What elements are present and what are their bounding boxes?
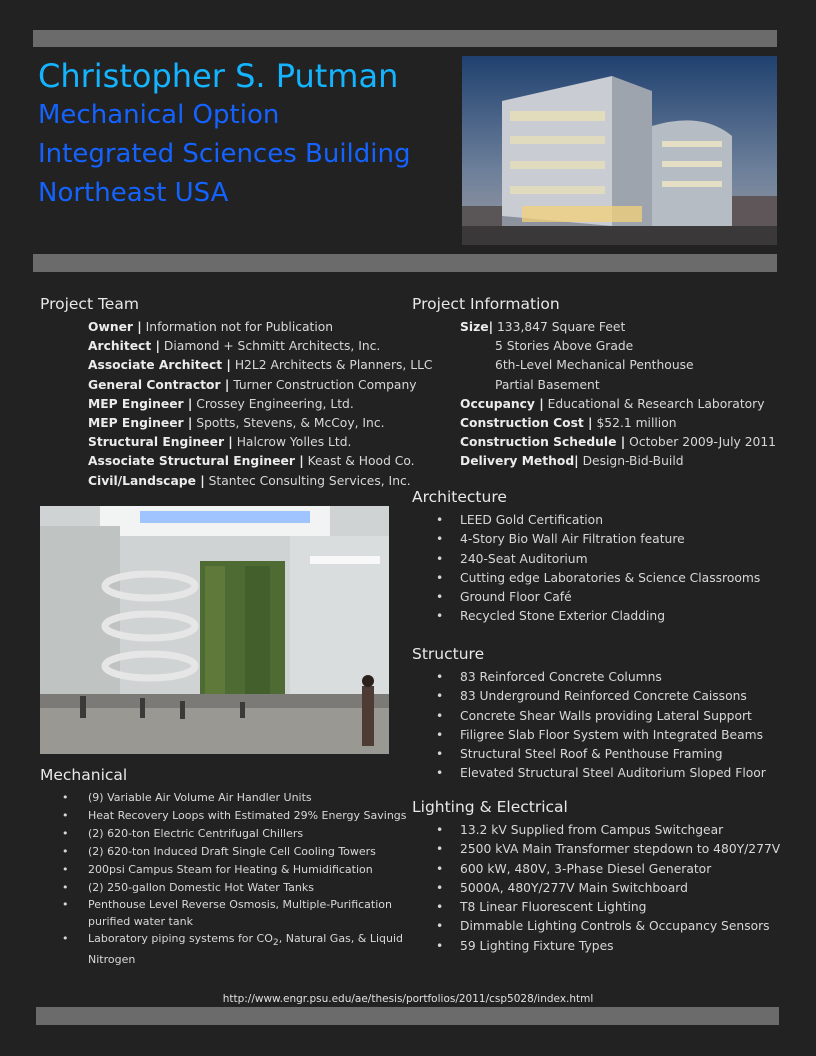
structure-item: • 83 Underground Reinforced Concrete Caissons [412,687,766,706]
team-role: Civil/Landscape | [88,473,205,488]
structure-section [412,644,766,784]
team-role: General Contractor | [88,377,230,392]
header [38,56,411,213]
mechanical-item: • Penthouse Level Reverse Osmosis, Multiple-Purification purified water tank [40,897,410,930]
architecture-item: • Recycled Stone Exterior Cladding [412,607,760,626]
info-entry [460,395,776,414]
team-role: MEP Engineer | [88,416,193,431]
structure-item: • Elevated Structural Steel Auditorium Sloped Floor [412,764,766,783]
size-label: Size| [460,320,494,334]
team-role: Structural Engineer | [88,435,233,450]
size-entry [460,318,776,337]
mechanical-item: • (9) Variable Air Volume Air Handler Units [40,789,410,807]
info-label: Delivery Method| [460,454,579,469]
info-value: October 2009-July 2011 [625,435,776,450]
building-line: Integrated Sciences Building [38,139,411,169]
team-entry [88,337,433,356]
info-label: Occupancy | [460,396,544,411]
info-label: Construction Schedule | [460,435,626,450]
mechanical-item: • (2) 620-ton Electric Centrifugal Chillers [40,825,410,843]
info-label: Construction Cost | [460,416,593,431]
team-value: Stantec Consulting Services, Inc. [204,473,411,488]
architecture-item: • 4-Story Bio Wall Air Filtration feature [412,530,760,549]
info-value: Design-Bid-Build [578,454,684,469]
architecture-item: • Cutting edge Laboratories & Science Classrooms [412,569,760,588]
info-entry [460,414,776,433]
team-entry [88,452,433,471]
team-entry [88,356,433,375]
bottom-divider-bar [36,1007,779,1025]
structure-item: • Concrete Shear Walls providing Lateral Support [412,707,766,726]
mechanical-heading: Mechanical [40,766,128,784]
team-role: MEP Engineer | [88,396,193,411]
project-information-section [412,294,776,472]
architecture-item: • LEED Gold Certification [412,511,760,530]
team-role: Owner | [88,320,142,334]
subscript-text: 2 [272,937,279,949]
structure-item: • Filigree Slab Floor System with Integrated Beams [412,726,766,745]
mechanical-item-text: , Natural Gas, & Liquid Nitrogen [88,932,404,966]
author-name: Christopher S. Putman [38,57,399,95]
top-divider-bar [33,30,777,47]
lighting-item: • 2500 kVA Main Transformer stepdown to 480Y/277V [412,840,780,859]
team-value: Crossey Engineering, Ltd. [192,396,354,411]
lighting-item: • T8 Linear Fluorescent Lighting [412,898,780,917]
portfolio-url[interactable]: http://www.engr.psu.edu/ae/thesis/portfolios/2011/csp5028/index.html [222,993,594,1005]
team-role: Associate Architect | [88,358,231,373]
lighting-item: • 600 kW, 480V, 3-Phase Diesel Generator [412,860,780,879]
team-entry [88,414,433,433]
team-role: Associate Structural Engineer | [88,454,304,469]
team-entry [88,376,433,395]
info-value: Educational & Research Laboratory [543,396,765,411]
mechanical-item: • (2) 620-ton Induced Draft Single Cell Cooling Towers [40,843,410,861]
team-value: H2L2 Architects & Planners, LLC [230,358,433,373]
building-exterior-image [462,56,777,245]
lighting-item: • 5000A, 480Y/277V Main Switchboard [412,879,780,898]
info-entry [460,452,776,471]
info-value: $52.1 million [592,416,677,431]
mechanical-item [40,931,410,968]
lighting-item: • 59 Lighting Fixture Types [412,937,780,956]
mechanical-item: • 200psi Campus Steam for Heating & Humidification [40,861,410,879]
middle-divider-bar [33,254,777,272]
atrium-interior-image [40,506,389,754]
team-value: Halcrow Yolles Ltd. [232,435,352,450]
team-value: Information not for Publication [141,320,334,334]
project-team-heading: Project Team [40,295,139,313]
size-detail: 5 Stories Above Grade [495,339,634,354]
mechanical-item: • (2) 250-gallon Domestic Hot Water Tanks [40,879,410,897]
team-value: Diamond + Schmitt Architects, Inc. [160,339,381,354]
team-entry [88,395,433,414]
mechanical-item-text: Laboratory piping systems for CO [88,932,273,945]
option-line: Mechanical Option [38,100,280,130]
team-value: Turner Construction Company [229,377,417,392]
info-entry [460,433,776,452]
lighting-electrical-section [412,797,780,956]
structure-heading: Structure [412,645,485,663]
team-entry [88,472,433,491]
project-team-section [40,294,433,491]
mechanical-section [40,765,410,969]
project-information-heading: Project Information [412,295,560,313]
lighting-heading: Lighting & Electrical [412,798,568,816]
team-value: Spotts, Stevens, & McCoy, Inc. [192,416,385,431]
architecture-heading: Architecture [412,488,507,506]
size-detail: 6th-Level Mechanical Penthouse [495,358,694,373]
structure-item: • Structural Steel Roof & Penthouse Framing [412,745,766,764]
size-value: 133,847 Square Feet [493,320,626,334]
structure-item: • 83 Reinforced Concrete Columns [412,668,766,687]
architecture-item: • 240-Seat Auditorium [412,550,760,569]
architecture-section [412,487,760,627]
lighting-item: • 13.2 kV Supplied from Campus Switchgear [412,821,780,840]
team-entry [88,433,433,452]
team-value: Keast & Hood Co. [303,454,415,469]
lighting-item: • Dimmable Lighting Controls & Occupancy Sensors [412,917,780,936]
mechanical-item: • Heat Recovery Loops with Estimated 29% Energy Savings [40,807,410,825]
team-role: Architect | [88,339,160,354]
location-line: Northeast USA [38,178,229,208]
team-entry [88,318,433,337]
size-detail: Partial Basement [495,377,600,392]
architecture-item: • Ground Floor Café [412,588,760,607]
